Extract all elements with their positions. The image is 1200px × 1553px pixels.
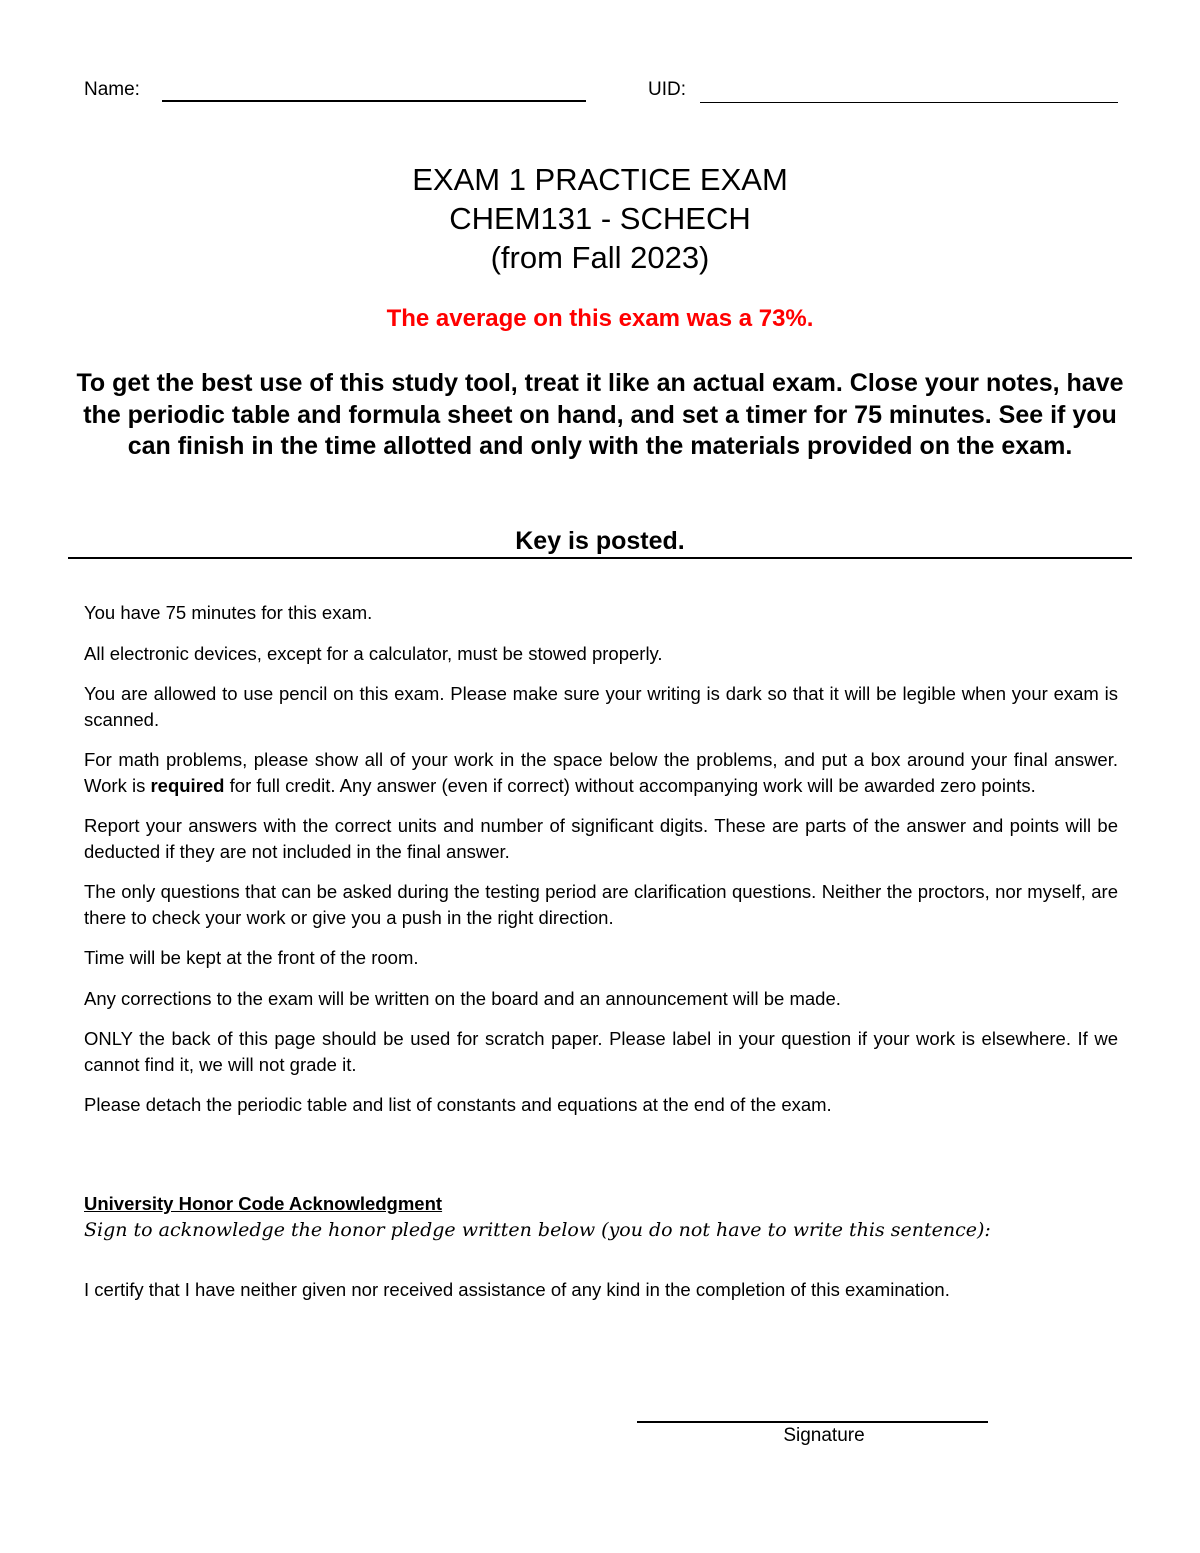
instruction-item: ONLY the back of this page should be used for scratch paper. Please label in your question if your work is elsewhere. If we cannot find it, we will not grade it. bbox=[84, 1028, 1118, 1075]
section-divider bbox=[68, 557, 1132, 559]
instruction-item: Report your answers with the correct units and number of significant digits. These are parts of the answer and points will be deducted if they are not included in the final answer. bbox=[84, 815, 1118, 862]
instruction-item: Please detach the periodic table and list of constants and equations at the end of the exam. bbox=[84, 1094, 832, 1115]
honor-code-heading: University Honor Code Acknowledgment bbox=[84, 1193, 443, 1214]
honor-code-instruction: Sign to acknowledge the honor pledge written below (you do not have to write this sentence): bbox=[84, 1219, 991, 1241]
instruction-text: for full credit. Any answer (even if correct) without accompanying work will be awarded zero points. bbox=[224, 774, 1036, 796]
exam-instructions bbox=[84, 600, 1118, 1133]
instruction-item: Any corrections to the exam will be written on the board and an announcement will be made. bbox=[84, 987, 841, 1009]
instruction-item: Time will be kept at the front of the room. bbox=[84, 947, 419, 968]
average-note: The average on this exam was a 73%. bbox=[386, 305, 814, 332]
name-label: Name: bbox=[84, 79, 140, 100]
instruction-item: You are allowed to use pencil on this exam. Please make sure your writing is dark so that it will be legible when your exam is scanned. bbox=[84, 683, 1118, 730]
key-posted-note: Key is posted. bbox=[515, 527, 685, 555]
instruction-item: The only questions that can be asked during the testing period are clarification questions. Neither the proctors, nor myself, are there to check your work or give you a push in the right direction. bbox=[84, 881, 1118, 928]
uid-label: UID: bbox=[648, 79, 686, 100]
study-advice: To get the best use of this study tool, treat it like an actual exam. Close your notes, have the periodic table and formula sheet on hand, and set a timer for 75 minutes. See if you can finish in the time allotted and only with the materials provided on the exam. bbox=[76, 369, 1124, 460]
title-line-2: CHEM131 - SCHECH bbox=[449, 201, 751, 236]
uid-blank-line bbox=[700, 102, 1118, 103]
exam-title bbox=[0, 160, 1200, 277]
instruction-item: You have 75 minutes for this exam. bbox=[84, 602, 373, 623]
name-blank-line bbox=[162, 100, 586, 102]
title-line-1: EXAM 1 PRACTICE EXAM bbox=[412, 162, 788, 197]
title-line-3: (from Fall 2023) bbox=[490, 240, 710, 275]
honor-pledge: I certify that I have neither given nor received assistance of any kind in the completion of this examination. bbox=[84, 1279, 950, 1300]
instruction-item bbox=[84, 747, 1118, 798]
instruction-item: All electronic devices, except for a calculator, must be stowed properly. bbox=[84, 642, 663, 664]
signature-line bbox=[637, 1421, 988, 1423]
instruction-text: For math problems, please show all of your work in the space below the problems, and put a box around your final answer. Work is bbox=[84, 749, 1118, 796]
signature-label: Signature bbox=[783, 1425, 865, 1446]
instruction-emphasis: required bbox=[150, 774, 225, 796]
